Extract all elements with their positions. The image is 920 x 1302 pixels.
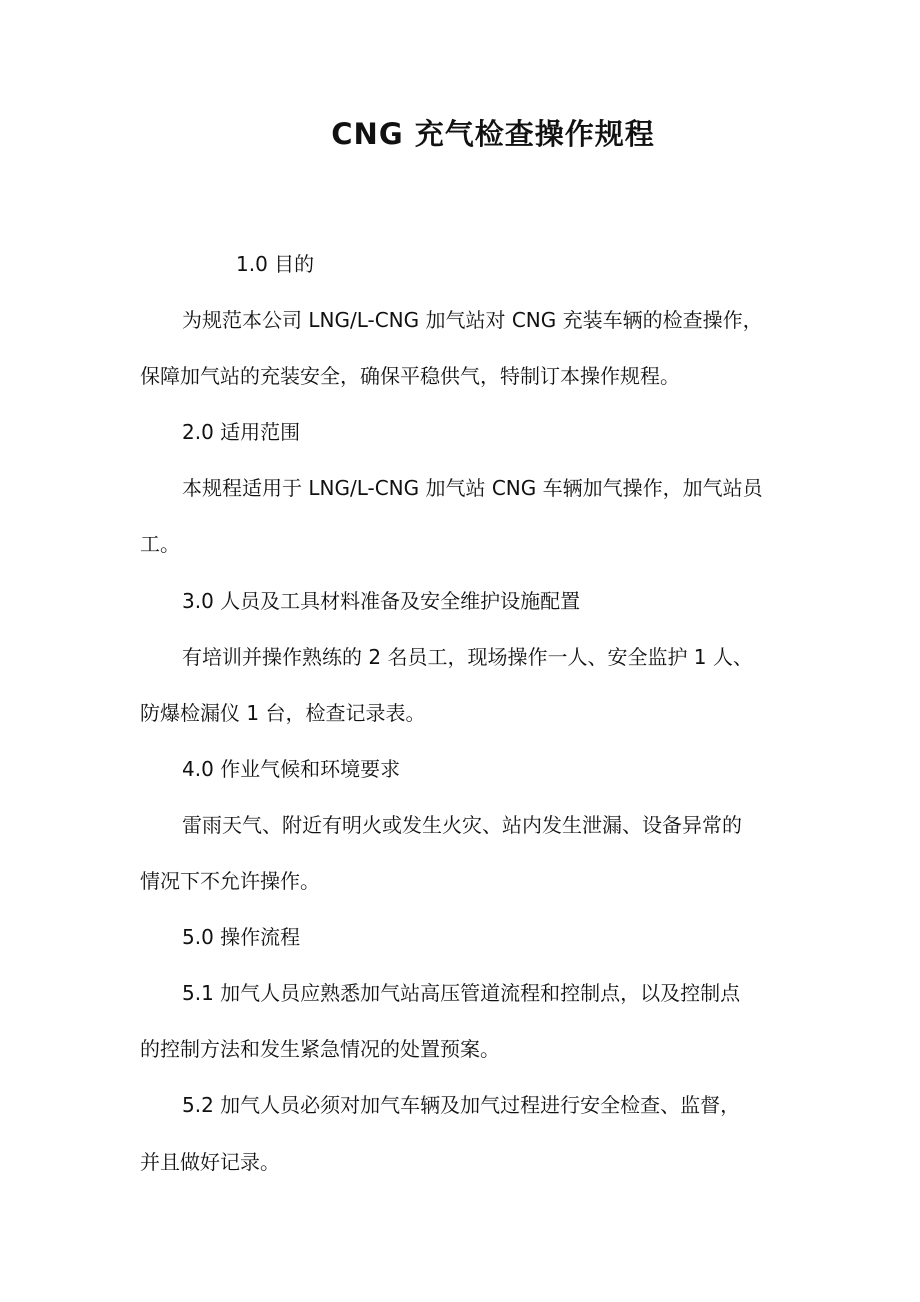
paragraph-line: 工。 [140, 532, 180, 556]
paragraph-line: 为规范本公司 LNG/L-CNG 加气站对 CNG 充装车辆的检查操作， [182, 308, 763, 332]
paragraph-line: 保障加气站的充装安全，确保平稳供气，特制订本操作规程。 [140, 364, 680, 388]
paragraph-line: 防爆检漏仪 1 台，检查记录表。 [140, 701, 426, 725]
paragraph-line: 情况下不允许操作。 [140, 869, 320, 893]
section-heading-purpose: 1.0 目的 [236, 252, 315, 276]
paragraph-line: 本规程适用于 LNG/L-CNG 加气站 CNG 车辆加气操作，加气站员 [182, 476, 763, 500]
paragraph-line: 5.2 加气人员必须对加气车辆及加气过程进行安全检查、监督， [182, 1093, 741, 1117]
section-heading-environment: 4.0 作业气候和环境要求 [182, 757, 401, 781]
paragraph-line: 5.1 加气人员应熟悉加气站高压管道流程和控制点，以及控制点 [182, 981, 741, 1005]
paragraph-line: 的控制方法和发生紧急情况的处置预案。 [140, 1037, 500, 1061]
paragraph-line: 并且做好记录。 [140, 1150, 280, 1174]
section-heading-personnel: 3.0 人员及工具材料准备及安全维护设施配置 [182, 589, 581, 613]
document-title: CNG 充气检查操作规程 [331, 117, 655, 151]
section-heading-procedure: 5.0 操作流程 [182, 925, 301, 949]
section-heading-scope: 2.0 适用范围 [182, 420, 301, 444]
paragraph-line: 雷雨天气、附近有明火或发生火灾、站内发生泄漏、设备异常的 [182, 813, 742, 837]
paragraph-line: 有培训并操作熟练的 2 名员工，现场操作一人、安全监护 1 人、 [182, 645, 753, 669]
